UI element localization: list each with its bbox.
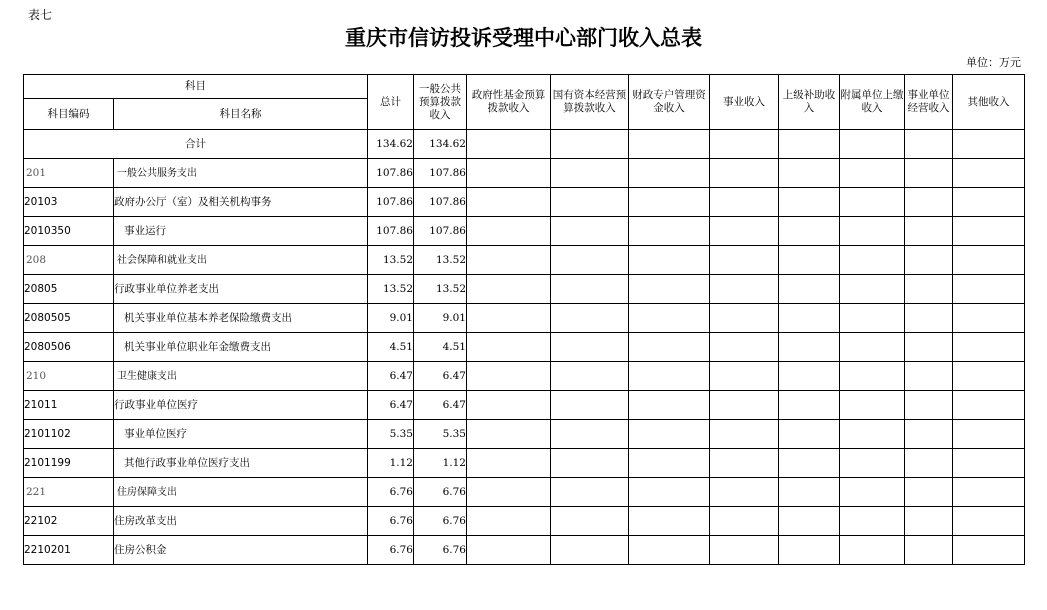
subject-name-cell: 事业运行	[114, 217, 368, 246]
table-body	[24, 130, 1025, 565]
header-affiliated-income: 附属单位上缴收入	[840, 75, 905, 130]
total-label: 合计	[24, 130, 368, 159]
subject-name-cell: 事业单位医疗	[114, 420, 368, 449]
general-budget-cell: 1.12	[414, 449, 467, 478]
income-summary-table	[23, 74, 1025, 565]
general-budget-cell: 13.52	[414, 275, 467, 304]
table-row	[24, 188, 1025, 217]
general-budget-cell: 5.35	[414, 420, 467, 449]
table-row	[24, 536, 1025, 565]
subject-code-cell: 20103	[24, 188, 114, 217]
table-row	[24, 420, 1025, 449]
general-budget-cell: 107.86	[414, 217, 467, 246]
unit-label: 单位：万元	[966, 56, 1021, 69]
total-cell: 5.35	[368, 420, 414, 449]
subject-name-cell: 住房保障支出	[114, 478, 368, 507]
table-row	[24, 275, 1025, 304]
subject-code-cell: 201	[24, 159, 114, 188]
total-cell: 6.47	[368, 391, 414, 420]
total-cell: 13.52	[368, 275, 414, 304]
subject-name-cell: 机关事业单位基本养老保险缴费支出	[114, 304, 368, 333]
total-cell: 107.86	[368, 217, 414, 246]
total-cell: 6.76	[368, 478, 414, 507]
general-budget-cell: 13.52	[414, 246, 467, 275]
general-budget-cell: 6.76	[414, 536, 467, 565]
general-budget-cell: 107.86	[414, 188, 467, 217]
page-title: 重庆市信访投诉受理中心部门收入总表	[345, 25, 702, 50]
subject-code-cell: 2101199	[24, 449, 114, 478]
subject-code-cell: 21011	[24, 391, 114, 420]
header-state-capital: 国有资本经营预算拨款收入	[551, 75, 629, 130]
table-row	[24, 391, 1025, 420]
header-operating-income: 事业单位经营收入	[905, 75, 953, 130]
total-cell: 6.76	[368, 536, 414, 565]
general-budget-cell: 6.76	[414, 478, 467, 507]
general-budget-cell: 4.51	[414, 333, 467, 362]
subject-name-cell: 其他行政事业单位医疗支出	[114, 449, 368, 478]
total-cell: 4.51	[368, 333, 414, 362]
table-row	[24, 159, 1025, 188]
subject-code-cell: 210	[24, 362, 114, 391]
table-row	[24, 362, 1025, 391]
table-row	[24, 304, 1025, 333]
table-number-label: 表七	[28, 8, 53, 22]
subject-name-cell: 机关事业单位职业年金缴费支出	[114, 333, 368, 362]
subject-name-cell: 住房公积金	[114, 536, 368, 565]
header-gov-fund: 政府性基金预算拨款收入	[467, 75, 551, 130]
header-special-account: 财政专户管理资金收入	[629, 75, 710, 130]
total-cell: 134.62	[368, 130, 414, 159]
subject-code-cell: 22102	[24, 507, 114, 536]
header-subject-group: 科目	[24, 75, 368, 99]
subject-code-cell: 20805	[24, 275, 114, 304]
subject-code-cell: 221	[24, 478, 114, 507]
subject-name-cell: 政府办公厅（室）及相关机构事务	[114, 188, 368, 217]
total-cell: 6.47	[368, 362, 414, 391]
general-budget-cell: 6.47	[414, 362, 467, 391]
header-general-budget: 一般公共预算拨款收入	[414, 75, 467, 130]
header-subject-code: 科目编码	[24, 99, 114, 130]
subject-code-cell: 2080505	[24, 304, 114, 333]
table-row	[24, 333, 1025, 362]
general-budget-cell: 134.62	[414, 130, 467, 159]
subject-code-cell: 2080506	[24, 333, 114, 362]
total-cell: 1.12	[368, 449, 414, 478]
general-budget-cell: 6.76	[414, 507, 467, 536]
table-row	[24, 478, 1025, 507]
table-row	[24, 217, 1025, 246]
total-cell: 9.01	[368, 304, 414, 333]
subject-name-cell: 社会保障和就业支出	[114, 246, 368, 275]
table-row	[24, 507, 1025, 536]
subject-code-cell: 2210201	[24, 536, 114, 565]
header-other-income: 其他收入	[953, 75, 1025, 130]
header-subject-name: 科目名称	[114, 99, 368, 130]
total-cell: 13.52	[368, 246, 414, 275]
total-cell: 107.86	[368, 188, 414, 217]
total-cell: 6.76	[368, 507, 414, 536]
table-row	[24, 449, 1025, 478]
subject-name-cell: 住房改革支出	[114, 507, 368, 536]
subject-code-cell: 2010350	[24, 217, 114, 246]
header-business-income: 事业收入	[710, 75, 779, 130]
general-budget-cell: 6.47	[414, 391, 467, 420]
subject-name-cell: 卫生健康支出	[114, 362, 368, 391]
total-cell: 107.86	[368, 159, 414, 188]
header-total: 总计	[368, 75, 414, 130]
table-row	[24, 246, 1025, 275]
subject-name-cell: 行政事业单位医疗	[114, 391, 368, 420]
subject-code-cell: 2101102	[24, 420, 114, 449]
header-upper-subsidy: 上级补助收入	[779, 75, 840, 130]
total-row	[24, 130, 1025, 159]
general-budget-cell: 9.01	[414, 304, 467, 333]
general-budget-cell: 107.86	[414, 159, 467, 188]
subject-name-cell: 一般公共服务支出	[114, 159, 368, 188]
subject-code-cell: 208	[24, 246, 114, 275]
subject-name-cell: 行政事业单位养老支出	[114, 275, 368, 304]
table-header	[24, 75, 1025, 130]
